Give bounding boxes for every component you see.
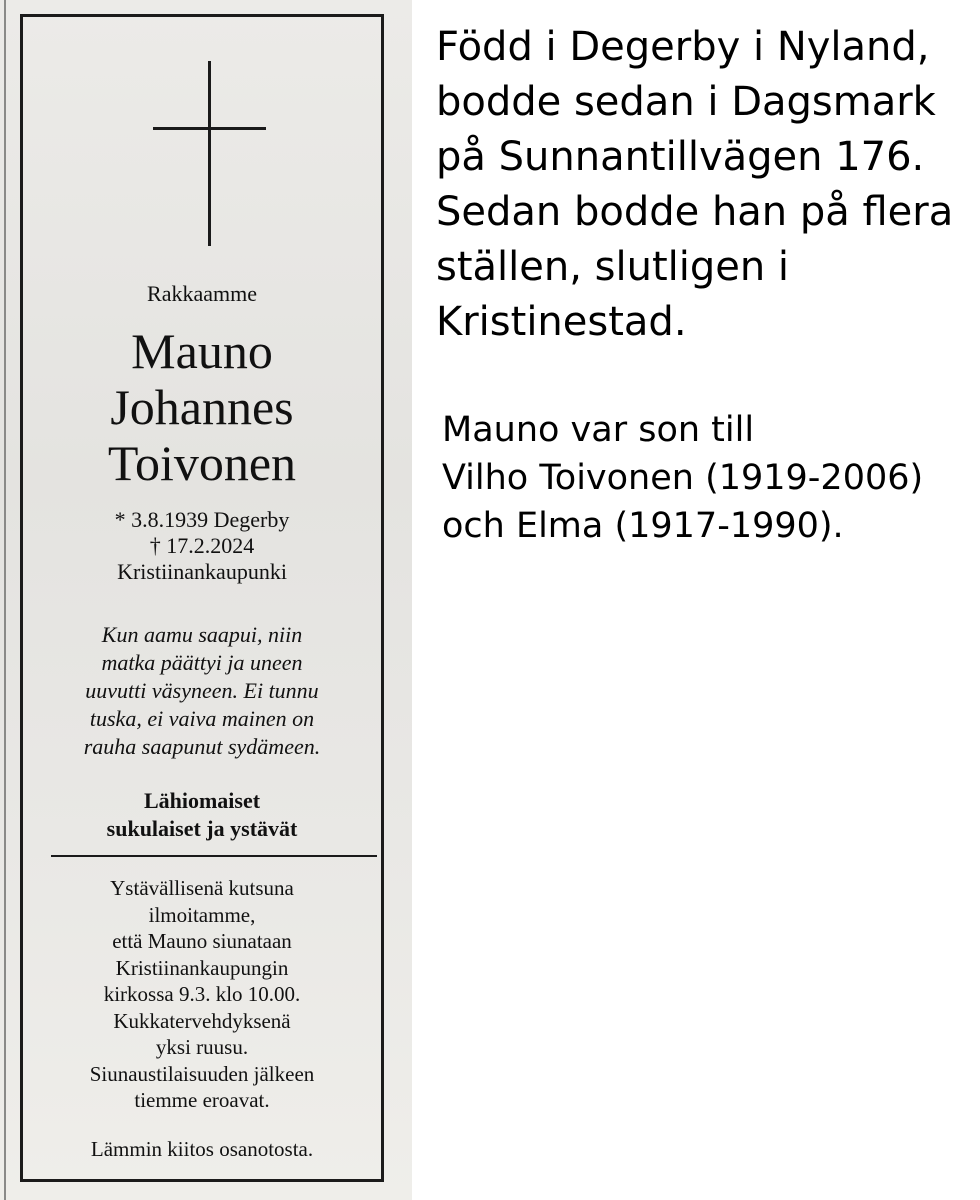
note-line: Mauno var son till (442, 410, 755, 450)
note-paragraph-2 (442, 406, 978, 550)
deceased-name (23, 323, 381, 491)
life-dates (23, 507, 381, 585)
note-line: Kristinestad. (436, 299, 687, 345)
death-notice (20, 14, 384, 1182)
mourner-line: Lähiomaiset (143, 788, 261, 813)
poem-line: matka päättyi ja uneen (101, 650, 303, 675)
funeral-line: ilmoitamme, (148, 902, 256, 927)
note-line: bodde sedan i Dagsmark (436, 79, 936, 125)
note-line: Sedan bodde han på flera (436, 189, 954, 235)
poem-line: uuvutti väsyneen. Ei tunnu (85, 678, 319, 703)
newspaper-clipping (0, 0, 412, 1200)
funeral-line: tiemme eroavat. (134, 1088, 270, 1112)
death-place: Kristiinankaupunki (117, 559, 287, 584)
name-line: Mauno (131, 323, 273, 379)
clipping-edge (4, 0, 6, 1200)
note-line: på Sunnantillvägen 176. (436, 134, 925, 180)
poem-line: Kun aamu saapui, niin (101, 622, 303, 647)
mourners (23, 787, 381, 843)
mourner-line: sukulaiset ja ystävät (106, 816, 298, 841)
name-line: Toivonen (107, 435, 297, 491)
notice-intro: Rakkaamme (147, 281, 257, 306)
funeral-line: Ystävällisenä kutsuna (110, 876, 294, 900)
memorial-poem (23, 621, 381, 761)
funeral-announcement (23, 875, 381, 1114)
poem-line: tuska, ei vaiva mainen on (89, 706, 315, 731)
death-date: † 17.2.2024 (149, 533, 255, 558)
funeral-line: Kristiinankaupungin (115, 955, 289, 980)
funeral-line: kirkossa 9.3. klo 10.00. (103, 982, 301, 1006)
funeral-line: yksi ruusu. (155, 1035, 249, 1059)
divider (51, 855, 377, 857)
note-line: Vilho Toivonen (1919-2006) (442, 458, 924, 498)
note-paragraph-1 (436, 20, 976, 350)
funeral-line: että Mauno siunataan (112, 929, 292, 953)
birth-date: * 3.8.1939 Degerby (114, 507, 290, 532)
note-line: Född i Degerby i Nyland, (436, 24, 930, 70)
note-line: ställen, slutligen i (436, 244, 790, 290)
name-line: Johannes (110, 379, 294, 435)
funeral-line: Kukkatervehdyksenä (113, 1008, 291, 1033)
poem-line: rauha saapunut sydämeen. (83, 734, 321, 759)
note-line: och Elma (1917-1990). (442, 506, 844, 546)
thanks-line: Lämmin kiitos osanotosta. (90, 1137, 314, 1161)
funeral-line: Siunaustilaisuuden jälkeen (89, 1061, 315, 1086)
